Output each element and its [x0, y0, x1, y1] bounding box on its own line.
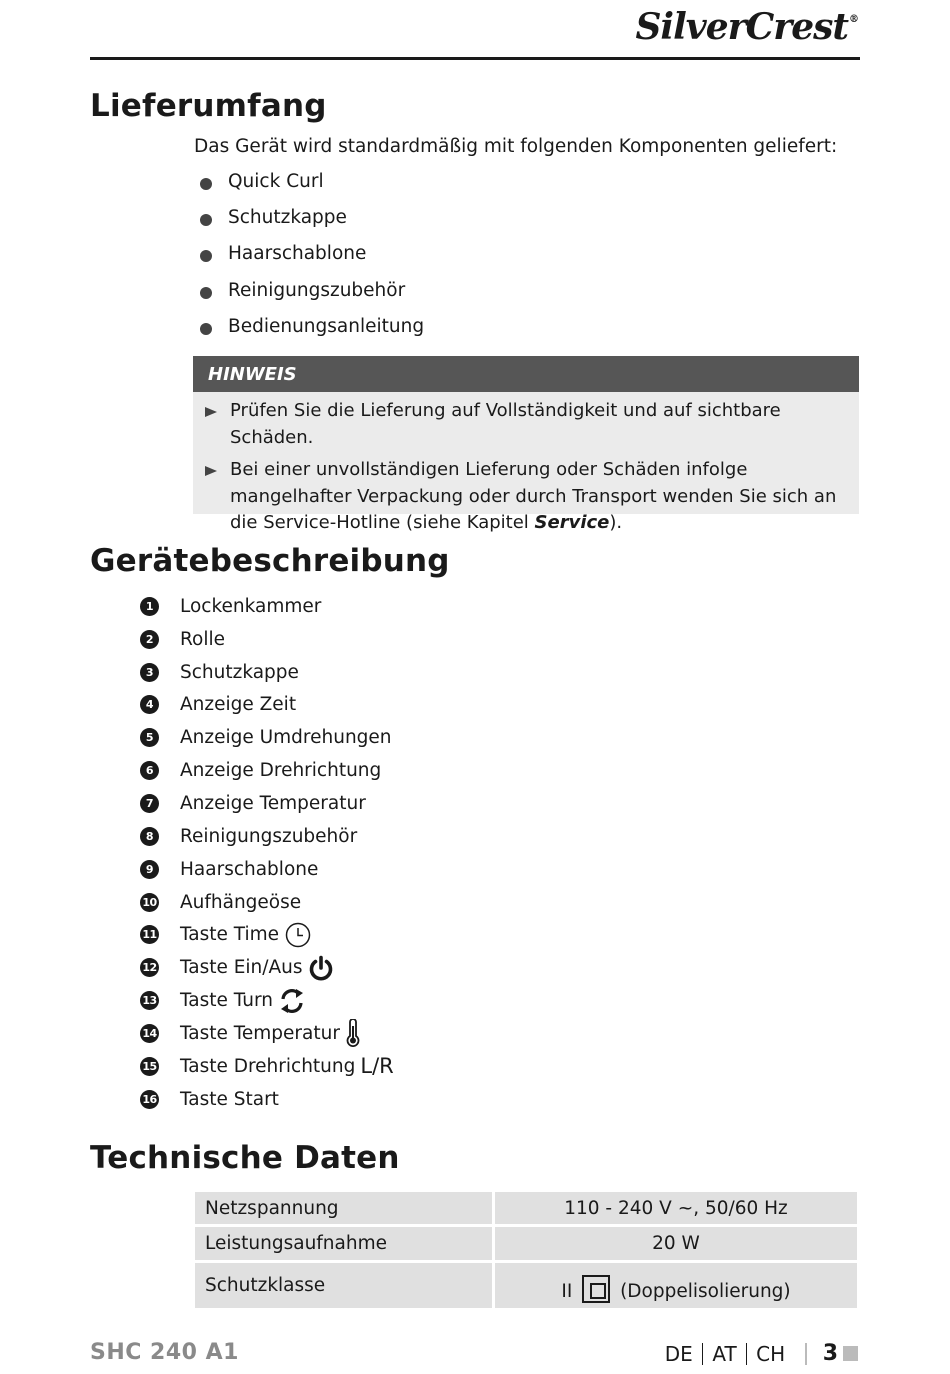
number-badge: 9 [140, 860, 159, 879]
list-item: 10 Aufhängeöse [140, 886, 394, 919]
number-badge: 10 [140, 893, 159, 912]
list-item: 8 Reinigungszubehör [140, 820, 394, 853]
country-ch: CH [756, 1341, 786, 1366]
service-reference: Service [534, 512, 610, 533]
square-icon [843, 1346, 858, 1361]
number-badge: 12 [140, 958, 159, 977]
section-title-scope: Lieferumfang [90, 88, 327, 124]
note-item: Bei einer unvollständigen Lieferung oder Schäden infolge mangelhafter Verpackung oder durch Transport wenden Sie sich an die Service-Hotline (siehe Kapitel Service). [205, 457, 839, 537]
list-item: 4 Anzeige Zeit [140, 689, 394, 722]
list-item: 2 Rolle [140, 623, 394, 656]
list-item: Schutzkappe [200, 207, 424, 243]
section-title-description: Gerätebeschreibung [90, 543, 450, 579]
thermometer-icon [345, 1019, 361, 1047]
arrow-icon [205, 466, 217, 476]
list-item: 12 Taste Ein/Aus [140, 951, 394, 984]
list-item: 13 Taste Turn [140, 984, 394, 1017]
list-item: 14 Taste Temperatur [140, 1017, 394, 1050]
footer-model: SHC 240 A1 [90, 1340, 239, 1365]
number-badge: 7 [140, 794, 159, 813]
list-item: Haarschablone [200, 243, 424, 279]
list-item: 16 Taste Start [140, 1083, 394, 1116]
divider [746, 1343, 748, 1365]
number-badge: 2 [140, 630, 159, 649]
list-item: 3 Schutzkappe [140, 656, 394, 689]
table-row: Netzspannung 110 - 240 V ~, 50/60 Hz [195, 1192, 857, 1227]
list-item: Quick Curl [200, 171, 424, 207]
arrow-icon [205, 407, 217, 417]
list-item: 6 Anzeige Drehrichtung [140, 754, 394, 787]
number-badge: 13 [140, 991, 159, 1010]
divider [805, 1343, 807, 1365]
list-item: Bedienungsanleitung [200, 316, 424, 352]
note-box [193, 356, 859, 533]
tech-table [195, 1192, 857, 1311]
list-item: 11 Taste Time [140, 918, 394, 951]
list-item: 7 Anzeige Temperatur [140, 787, 394, 820]
number-badge: 11 [140, 925, 159, 944]
list-item: 5 Anzeige Umdrehungen [140, 721, 394, 754]
rotate-icon [278, 987, 306, 1015]
list-item: 9 Haarschablone [140, 853, 394, 886]
table-row: Leistungsaufnahme 20 W [195, 1227, 857, 1263]
bullet-icon [200, 178, 212, 190]
note-item: Prüfen Sie die Lieferung auf Vollständigkeit und auf sichtbare Schäden. [205, 398, 839, 451]
number-badge: 5 [140, 728, 159, 747]
number-badge: 4 [140, 695, 159, 714]
number-badge: 8 [140, 827, 159, 846]
number-badge: 1 [140, 597, 159, 616]
divider [702, 1343, 704, 1365]
bullet-icon [200, 287, 212, 299]
list-item: Reinigungszubehör [200, 280, 424, 316]
note-title: HINWEIS [193, 356, 859, 392]
number-badge: 3 [140, 663, 159, 682]
section-title-tech: Technische Daten [90, 1140, 400, 1176]
bullet-icon [200, 323, 212, 335]
scope-list [200, 171, 424, 352]
number-badge: 6 [140, 761, 159, 780]
header-rule [90, 57, 860, 60]
parts-list [140, 590, 394, 1116]
list-item: 1 Lockenkammer [140, 590, 394, 623]
number-badge: 16 [140, 1090, 159, 1109]
country-at: AT [712, 1341, 737, 1366]
country-de: DE [664, 1341, 693, 1366]
list-item: 15 Taste Drehrichtung L/R [140, 1050, 394, 1083]
number-badge: 14 [140, 1024, 159, 1043]
number-badge: 15 [140, 1057, 159, 1076]
table-row: Schutzklasse II (Doppelisolierung) [195, 1263, 857, 1311]
clock-icon [284, 922, 312, 948]
footer-meta [665, 1341, 858, 1366]
direction-icon: L/R [360, 1054, 394, 1079]
power-icon [308, 955, 334, 981]
brand-logo: SilverCrest® [635, 6, 858, 48]
bullet-icon [200, 250, 212, 262]
scope-intro: Das Gerät wird standardmäßig mit folgenden Komponenten geliefert: [194, 136, 838, 157]
double-insulation-icon [582, 1275, 610, 1303]
page-number: 3 [822, 1341, 838, 1366]
bullet-icon [200, 214, 212, 226]
